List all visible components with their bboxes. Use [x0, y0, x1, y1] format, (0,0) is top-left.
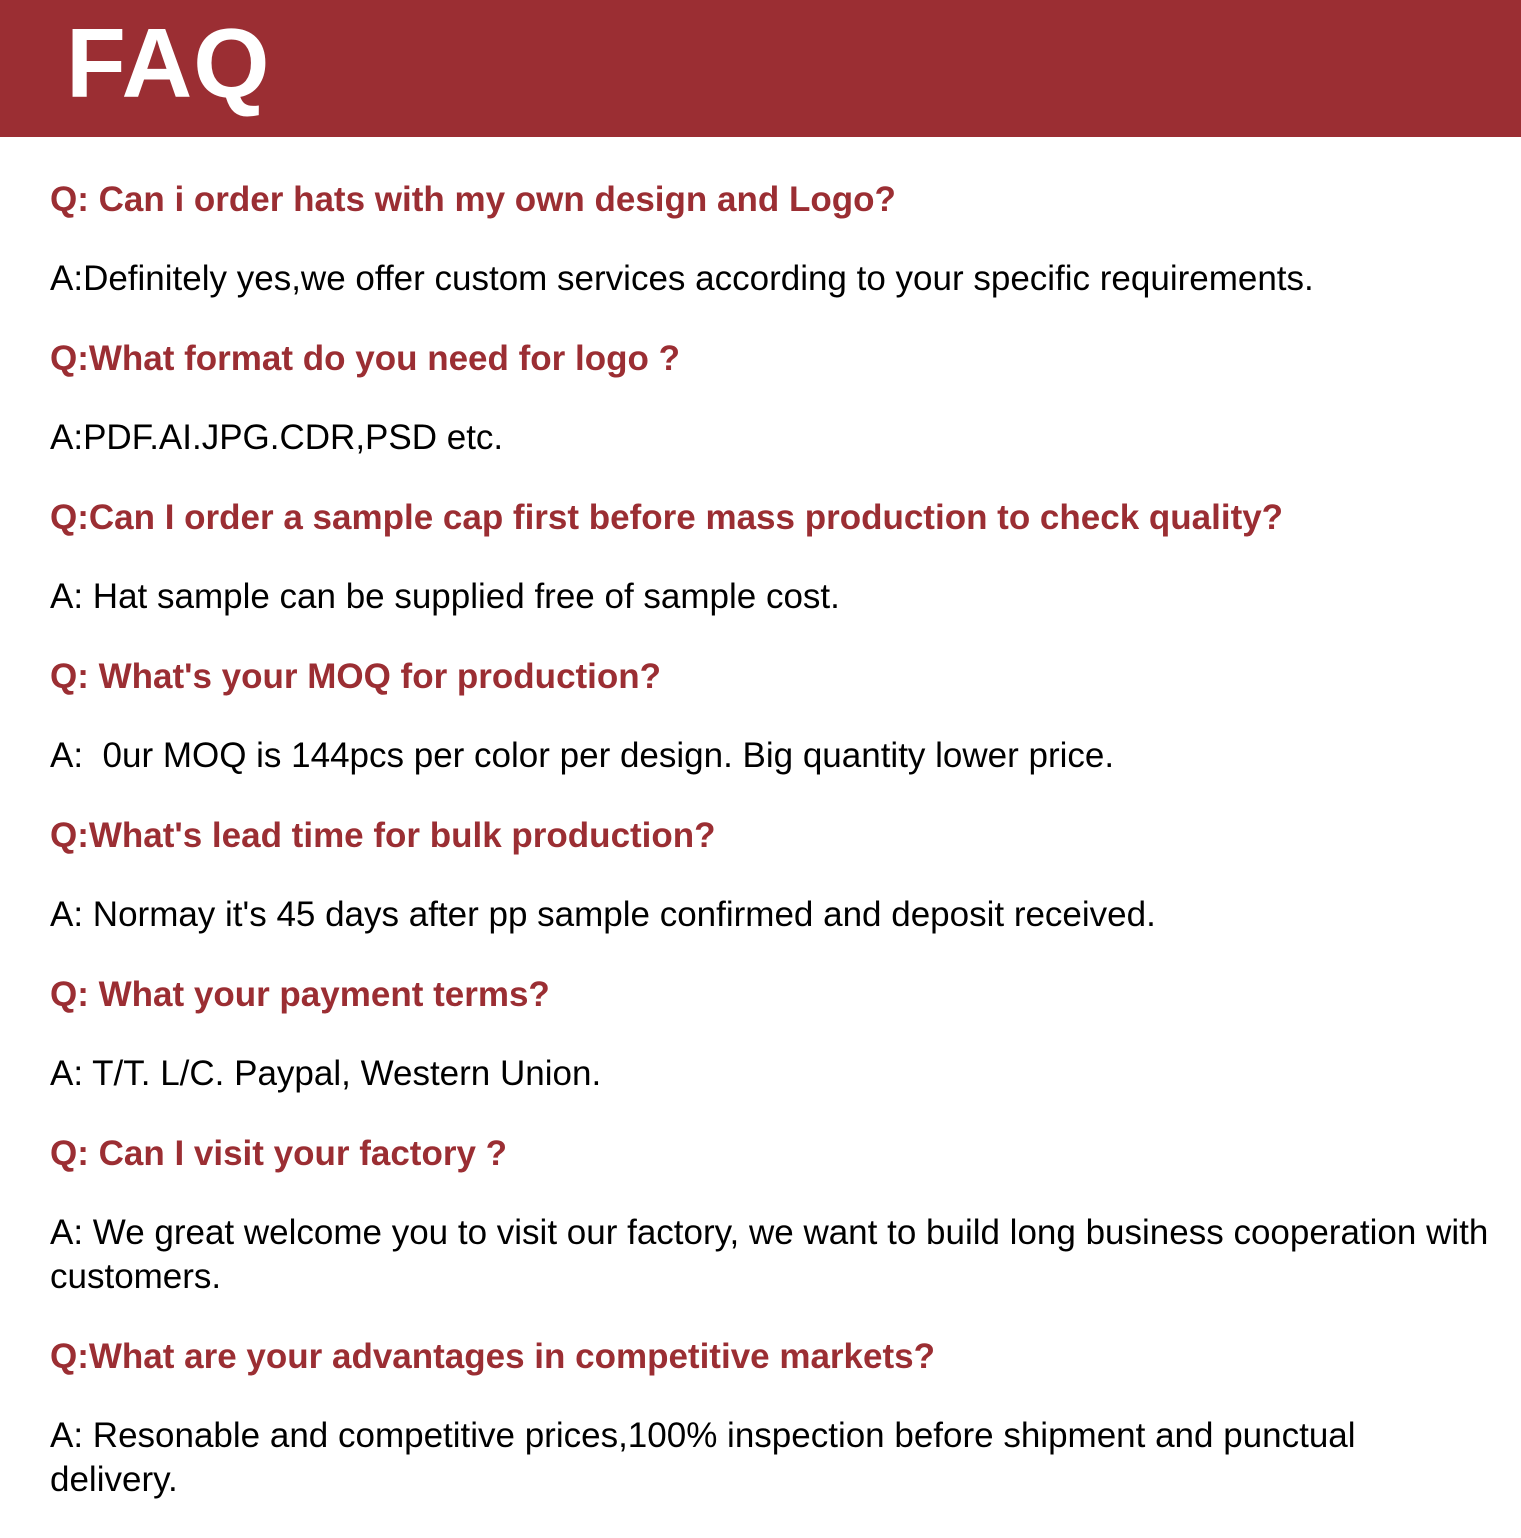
faq-item — [50, 973, 1490, 1096]
faq-answer: A: Hat sample can be supplied free of sample cost. — [50, 577, 840, 616]
faq-question: Q: What's your MOQ for production? — [50, 657, 662, 696]
faq-question: Q: Can i order hats with my own design and Logo? — [50, 180, 896, 219]
faq-item — [50, 178, 1490, 301]
faq-answer: A: T/T. L/C. Paypal, Western Union. — [50, 1054, 602, 1093]
faq-question: Q: Can I visit your factory ? — [50, 1134, 508, 1173]
faq-question: Q:Can I order a sample cap first before mass production to check quality? — [50, 498, 1284, 537]
faq-answer: A: Resonable and competitive prices,100% inspection before shipment and punctual delivery. — [50, 1416, 1366, 1499]
faq-answer: A: 0ur MOQ is 144pcs per color per design. Big quantity lower price. — [50, 736, 1115, 775]
page-title: FAQ — [66, 8, 271, 118]
faq-list — [50, 178, 1499, 1538]
faq-question: Q:What's lead time for bulk production? — [50, 816, 716, 855]
faq-item — [50, 814, 1490, 937]
faq-answer: A:Definitely yes,we offer custom services according to your specific requirements. — [50, 259, 1314, 298]
faq-answer: A:PDF.AI.JPG.CDR,PSD etc. — [50, 418, 504, 457]
faq-item — [50, 337, 1490, 460]
faq-item — [50, 496, 1490, 619]
faq-question: Q:What format do you need for logo ? — [50, 339, 680, 378]
faq-question: Q:What are your advantages in competitive markets? — [50, 1337, 935, 1376]
header-bar — [0, 0, 1521, 137]
faq-item — [50, 655, 1490, 778]
faq-item — [50, 1132, 1499, 1299]
faq-question: Q: What your payment terms? — [50, 975, 550, 1014]
faq-answer: A: We great welcome you to visit our factory, we want to build long business cooperation with customers. — [50, 1213, 1499, 1296]
faq-item — [50, 1335, 1490, 1502]
faq-answer: A: Normay it's 45 days after pp sample confirmed and deposit received. — [50, 895, 1156, 934]
